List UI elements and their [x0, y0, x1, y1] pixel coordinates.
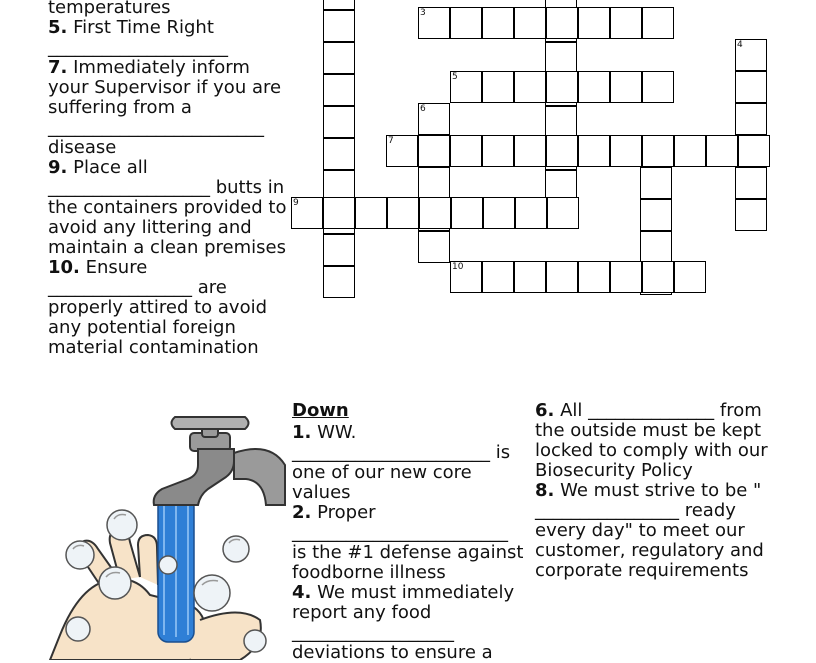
crossword-cell[interactable]	[610, 135, 642, 167]
crossword-cell[interactable]	[450, 261, 482, 293]
crossword-cell[interactable]	[323, 0, 355, 10]
crossword-cell[interactable]	[640, 231, 672, 263]
crossword-cell[interactable]	[545, 42, 577, 74]
clue-number: 10	[452, 262, 464, 272]
crossword-cell[interactable]	[482, 261, 514, 293]
crossword-cell[interactable]	[419, 197, 451, 229]
down-heading: Down	[292, 400, 349, 421]
down-clue-2: 2. Proper ________________________ is the #1 defense against foodborne illness	[292, 502, 524, 583]
crossword-cell[interactable]	[323, 42, 355, 74]
crossword-cell[interactable]	[546, 261, 578, 293]
across-clue-5: 5. First Time Right ____________________	[48, 17, 228, 58]
down-clue-6: 6. All ______________ from the outside must be kept locked to comply with our Biosecurity Policy	[535, 400, 768, 481]
crossword-cell[interactable]	[514, 261, 546, 293]
crossword-cell[interactable]	[546, 135, 578, 167]
crossword-cell[interactable]	[418, 231, 450, 263]
crossword-cell[interactable]	[640, 167, 672, 199]
across-clue-7: 7. Immediately inform your Supervisor if you are suffering from a ________________________ disease	[48, 57, 282, 158]
crossword-cell[interactable]	[545, 106, 577, 138]
crossword-cell[interactable]	[514, 7, 546, 39]
crossword-cell[interactable]	[482, 7, 514, 39]
crossword-cell[interactable]	[482, 135, 514, 167]
crossword-cell[interactable]	[418, 103, 450, 135]
crossword-cell[interactable]	[323, 197, 355, 229]
clue-number: 4	[737, 40, 743, 50]
crossword-cell[interactable]	[642, 7, 674, 39]
across-clue-10: 10. Ensure ________________ are properly attired to avoid any potential foreign material contamination	[48, 257, 268, 358]
crossword-cell[interactable]	[323, 74, 355, 106]
across-clues	[48, 0, 288, 358]
crossword-cell[interactable]	[450, 71, 482, 103]
crossword-cell[interactable]	[482, 71, 514, 103]
down-clues-continued	[535, 401, 775, 581]
crossword-cell[interactable]	[735, 39, 767, 71]
crossword-cell[interactable]	[450, 7, 482, 39]
crossword-cell[interactable]	[738, 135, 770, 167]
crossword-cell[interactable]	[640, 199, 672, 231]
crossword-cell[interactable]	[735, 199, 767, 231]
crossword-cell[interactable]	[547, 197, 579, 229]
crossword-cell[interactable]	[735, 71, 767, 103]
down-clues	[292, 401, 528, 663]
crossword-cell[interactable]	[323, 10, 355, 42]
crossword-cell[interactable]	[578, 261, 610, 293]
crossword-cell[interactable]	[642, 71, 674, 103]
crossword-cell[interactable]	[515, 197, 547, 229]
across-clue-fragment: temperatures	[48, 0, 171, 18]
crossword-cell[interactable]	[578, 71, 610, 103]
crossword-cell[interactable]	[578, 7, 610, 39]
crossword-cell[interactable]	[355, 197, 387, 229]
crossword-cell[interactable]	[642, 135, 674, 167]
crossword-cell[interactable]	[546, 7, 578, 39]
crossword-cell[interactable]	[706, 135, 738, 167]
crossword-cell[interactable]	[418, 167, 450, 199]
crossword-cell[interactable]	[323, 266, 355, 298]
down-clue-4: 4. We must immediately report any food __________________ deviations to ensure a	[292, 582, 515, 663]
crossword-cell[interactable]	[546, 71, 578, 103]
crossword-cell[interactable]	[387, 197, 419, 229]
crossword-cell[interactable]	[323, 234, 355, 266]
crossword-cell[interactable]	[674, 261, 706, 293]
crossword-cell[interactable]	[674, 135, 706, 167]
down-clue-8: 8. We must strive to be " ________________ ready every day" to meet our customer, regulatory and corporate requirements	[535, 480, 764, 581]
clue-number: 5	[452, 72, 458, 82]
clue-number: 9	[293, 198, 299, 208]
crossword-cell[interactable]	[483, 197, 515, 229]
crossword-cell[interactable]	[610, 7, 642, 39]
crossword-cell[interactable]	[450, 135, 482, 167]
clue-number: 6	[420, 104, 426, 114]
crossword-cell[interactable]	[610, 71, 642, 103]
crossword-cell[interactable]	[323, 138, 355, 170]
crossword-cell[interactable]	[291, 197, 323, 229]
clue-number: 3	[420, 8, 426, 18]
faucet-hand-washing-icon	[40, 405, 290, 660]
down-clue-1: 1. WW. ______________________ is one of our new core values	[292, 422, 511, 503]
across-clue-9: 9. Place all __________________ butts in the containers provided to avoid any littering and maintain a clean premises	[48, 157, 287, 258]
crossword-cell[interactable]	[451, 197, 483, 229]
crossword-cell[interactable]	[418, 135, 450, 167]
crossword-cell[interactable]	[418, 7, 450, 39]
crossword-cell[interactable]	[735, 167, 767, 199]
clue-number: 7	[388, 136, 394, 146]
crossword-cell[interactable]	[610, 261, 642, 293]
crossword-cell[interactable]	[323, 106, 355, 138]
crossword-cell[interactable]	[735, 103, 767, 135]
crossword-cell[interactable]	[386, 135, 418, 167]
crossword-cell[interactable]	[514, 71, 546, 103]
crossword-cell[interactable]	[578, 135, 610, 167]
crossword-cell[interactable]	[514, 135, 546, 167]
crossword-cell[interactable]	[642, 261, 674, 293]
